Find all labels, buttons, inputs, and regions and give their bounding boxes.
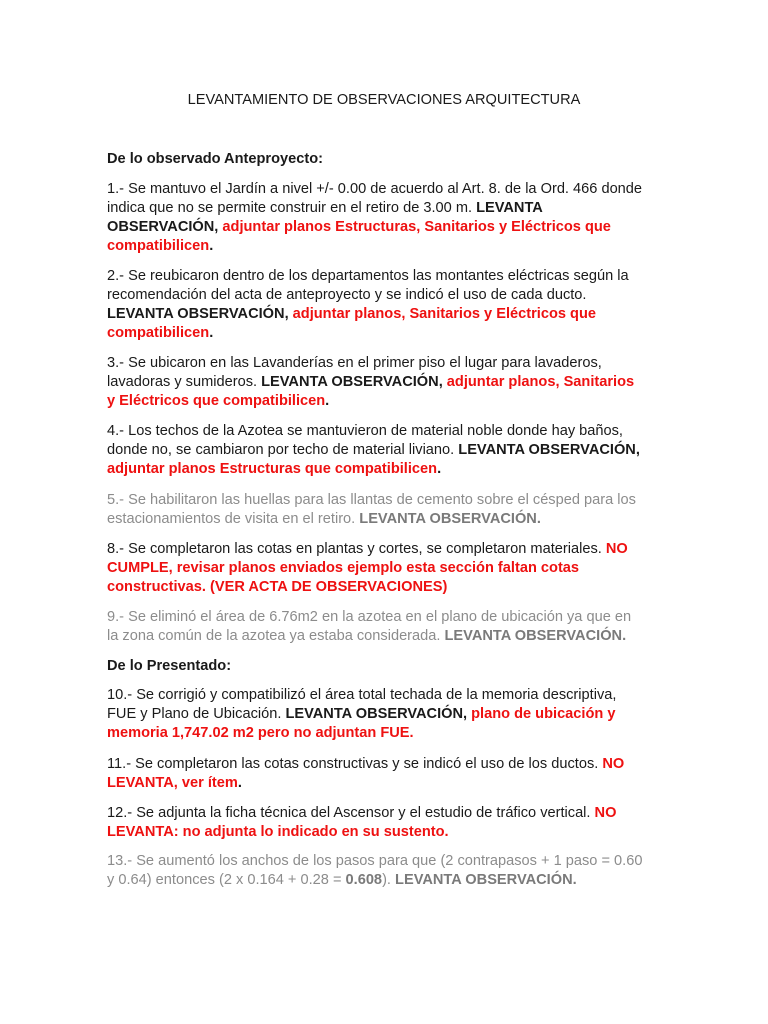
observation-item-3: 3.- Se ubicaron en las Lavanderías en el primer piso el lugar para lavaderos, lavadoras y sumideros. LEVANTA OBSERVACIÓN, adjuntar planos, Sanitarios y Eléctricos que compatibilicen. — [107, 355, 635, 409]
observation-item-2: 2.- Se reubicaron dentro de los departamentos las montantes eléctricas según la recomendación del acta de anteproyecto y se indicó el uso de cada ducto. LEVANTA OBSERVACIÓN, adjuntar planos, Sanitarios y Eléctricos que compatibilicen. — [107, 268, 629, 341]
observation-item-11: 11.- Se completaron las cotas constructivas y se indicó el uso de los ductos. NO LEVANTA, ver ítem. — [107, 756, 625, 791]
section-heading-anteproyecto: De lo observado Anteproyecto: — [107, 151, 323, 167]
observation-item-8: 8.- Se completaron las cotas en plantas y cortes, se completaron materiales. NO CUMPLE, revisar planos enviados ejemplo esta sección faltan cotas constructivas. (VER ACTA DE OBSERVACIONES) — [107, 541, 628, 595]
observation-item-9: 9.- Se eliminó el área de 6.76m2 en la azotea en el plano de ubicación ya que en la zona común de la azotea ya estaba considerada. LEVANTA OBSERVACIÓN. — [107, 609, 632, 644]
document-title: LEVANTAMIENTO DE OBSERVACIONES ARQUITECTURA — [187, 92, 581, 108]
observation-item-5: 5.- Se habilitaron las huellas para las llantas de cemento sobre el césped para los estacionamientos de visita en el retiro. LEVANTA OBSERVACIÓN. — [107, 492, 636, 527]
section-heading-presentado: De lo Presentado: — [107, 658, 232, 674]
observation-item-13: 13.- Se aumentó los anchos de los pasos para que (2 contrapasos + 1 paso = 0.60 y 0.64) entonces (2 x 0.164 + 0.28 = 0.608). LEVANTA OBSERVACIÓN. — [107, 853, 643, 888]
observation-item-12: 12.- Se adjunta la ficha técnica del Ascensor y el estudio de tráfico vertical. NO LEVANTA: no adjunta lo indicado en su sustento. — [107, 805, 617, 840]
observation-item-4: 4.- Los techos de la Azotea se mantuvieron de material noble donde hay baños, donde no, se cambiaron por techo de material liviano. LEVANTA OBSERVACIÓN, adjuntar planos Estructuras que compatibilicen. — [107, 423, 640, 477]
observation-item-1: 1.- Se mantuvo el Jardín a nivel +/- 0.00 de acuerdo al Art. 8. de la Ord. 466 donde indica que no se permite construir en el retiro de 3.00 m. LEVANTA OBSERVACIÓN, adjuntar planos Estructuras, Sanitarios y Eléctricos que compatibilicen. — [107, 181, 643, 254]
observation-item-10: 10.- Se corrigió y compatibilizó el área total techada de la memoria descriptiva, FUE y Plano de Ubicación. LEVANTA OBSERVACIÓN, plano de ubicación y memoria 1,747.02 m2 pero no adjuntan FUE. — [107, 687, 617, 741]
